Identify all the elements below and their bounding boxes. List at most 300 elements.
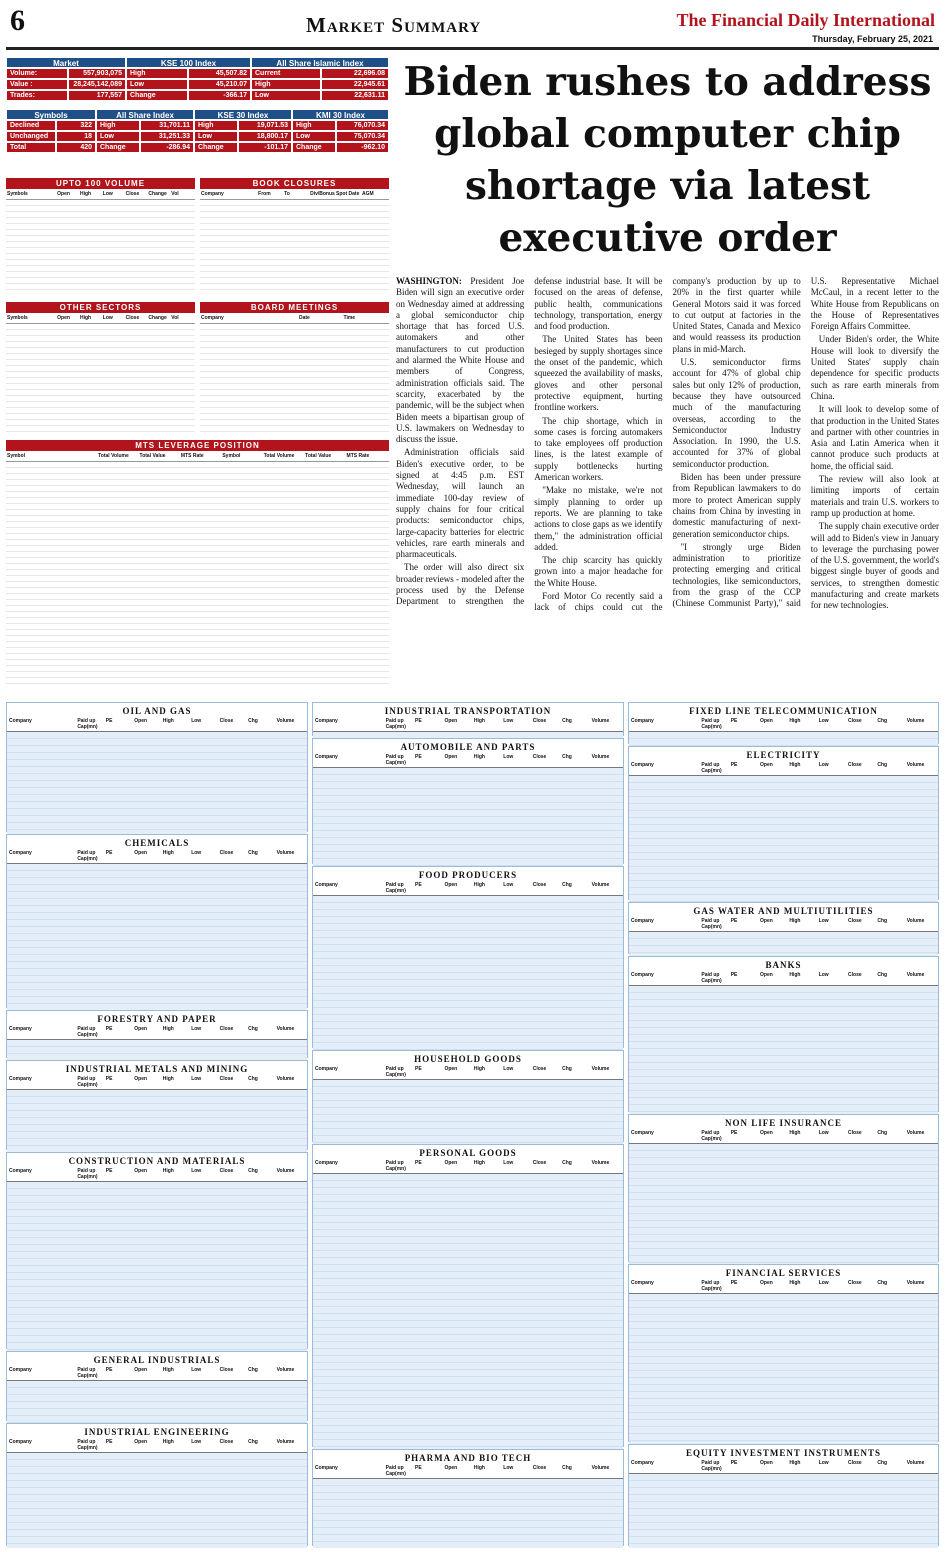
sector-table-metals [6, 1060, 308, 1150]
table-rows [6, 200, 195, 295]
column-header: Low [503, 1066, 514, 1072]
column-header: Paid up Cap(mn) [77, 1076, 98, 1088]
paragraph-text: U.S. semiconductor firms account for 47% of global chip sales but only 12% of production, because they have outsourced much of the manufacturing overseas, according to the Semiconductor Industry Association. In 1990, the U.S. accounted for 37% of global semiconductor production. [672, 357, 801, 469]
column-header: PE [730, 762, 738, 768]
column-header: Paid up Cap(mn) [77, 850, 98, 862]
index-cell: 18 [56, 131, 96, 142]
column-header: Volume [276, 718, 295, 724]
index-cell: -962.10 [336, 142, 389, 153]
column-header: High [162, 1439, 174, 1445]
column-header: Paid up Cap(mn) [77, 718, 98, 730]
column-header: High [79, 315, 92, 321]
sector-rows [313, 1479, 623, 1548]
column-header: Close [532, 718, 547, 724]
column-header: Open [760, 1280, 773, 1286]
column-header: PE [730, 1130, 738, 1136]
column-header: Spot Date [336, 191, 360, 197]
paragraph-text: "I strongly urge Biden administration to prioritize protecting emerging and critical technologies, like semiconductors, from the grasp of the CCP (Chinese Communist Party)," said U.S. Representative Michael McCaul, in a recent letter to the White House from Republicans on the House of Representatives Foreign Affairs Committee. [672, 276, 939, 609]
column-header: Chg [877, 918, 888, 924]
column-header: Close [848, 762, 862, 768]
column-header: Close [848, 1280, 862, 1286]
paragraph-text: Biden has been under pressure from Republican lawmakers to do more to protect American supply chains from China by investing in domestic manufacturing of next-generation semiconductor chips. [672, 472, 801, 539]
column-header: Volume [591, 1465, 610, 1471]
paragraph-text: Under Biden's order, the White House will look to diversify the United States' supply chain dependence for specific products such as rare earth minerals from China. [810, 334, 939, 401]
column-headers [6, 313, 195, 324]
paragraph-text: Administration officials said Biden's executive order, to be signed at 4:45 p.m. EST Wednesday, will launch an immediate 100-day review of supply chains for four critical products: semiconductor chips, large-capacity batteries for electric vehicles, rare earth minerals and pharmaceuticals. [396, 447, 525, 560]
kse30-title: KSE 30 Index [194, 109, 292, 120]
column-header: Volume [906, 718, 925, 724]
column-header: Low [503, 754, 514, 760]
market-cell: Volume: [6, 68, 68, 79]
column-header: Paid up Cap(mn) [701, 1130, 722, 1142]
column-header: Company [631, 1460, 654, 1466]
column-header: Company [631, 972, 654, 978]
sector-rows [629, 732, 938, 746]
index-header-row [6, 109, 389, 120]
article-paragraph [534, 485, 662, 553]
article-paragraph [534, 416, 662, 484]
column-header: PE [105, 1367, 113, 1373]
column-header: Paid up Cap(mn) [701, 1460, 722, 1472]
column-header: Open [760, 1130, 773, 1136]
other-sectors-title: OTHER SECTORS [6, 302, 195, 313]
market-cell: Low [126, 79, 188, 90]
sector-table-telecom [628, 702, 939, 744]
index-cell: Low [292, 131, 336, 142]
upto-100-volume-table [6, 178, 195, 298]
column-header: Volume [276, 850, 295, 856]
paragraph-text: It will look to develop some of that production in the United States and partner with other countries in Asia and Latin America when it cannot produce such products at home, the official said. [810, 404, 939, 471]
column-header: PE [415, 1066, 422, 1072]
column-header: Chg [877, 718, 888, 724]
book-closures-title: BOOK CLOSURES [200, 178, 389, 189]
column-header: Open [760, 718, 773, 724]
column-header: Open [134, 1076, 148, 1082]
column-header: Open [57, 191, 70, 197]
column-header: Chg [248, 1439, 258, 1445]
sector-rows [313, 1174, 623, 1449]
index-cell: 31,701.11 [140, 120, 194, 131]
column-header: Volume [906, 918, 925, 924]
sector-column-headers [629, 717, 938, 732]
sector-column-headers [313, 753, 623, 768]
column-header: Close [219, 1026, 234, 1032]
column-header: Volume [276, 1168, 295, 1174]
sector-column-headers [629, 917, 938, 932]
article-paragraph [396, 276, 524, 445]
table-rows [200, 324, 389, 432]
sector-table-fin [628, 1264, 939, 1442]
market-cell: 45,210.07 [188, 79, 251, 90]
sector-table-general [6, 1351, 308, 1421]
sector-title: PERSONAL GOODS [313, 1145, 623, 1159]
column-header: Low [191, 1367, 202, 1373]
paragraph-text: Ford Motor Co recently said a lack of chips could cut the company's production by up to 20% in the first quarter while General Motors said it was forced to cut output at factories in the United States, Canada and Mexico and would reassess its production plans in mid-March. [534, 276, 801, 613]
column-header: Low [818, 972, 829, 978]
sector-table-personal [312, 1144, 624, 1447]
board-meetings-title: BOARD MEETINGS [200, 302, 389, 313]
column-header: Low [191, 850, 202, 856]
column-header: Low [818, 762, 829, 768]
column-header: Open [760, 918, 773, 924]
article-dateline: WASHINGTON: [396, 276, 462, 286]
column-header: Close [532, 754, 547, 760]
column-header: Change [148, 315, 167, 321]
market-cell: Low [251, 90, 321, 101]
column-header: PE [415, 1465, 422, 1471]
market-cell: 45,507.82 [188, 68, 251, 79]
sector-title: AUTOMOBILE AND PARTS [313, 739, 623, 753]
column-header: Low [818, 1130, 829, 1136]
column-header: Open [134, 1168, 148, 1174]
column-header: MTS Rate [180, 453, 204, 459]
index-cell: Change [96, 142, 140, 153]
column-header: High [789, 972, 801, 978]
mts-leverage-table [6, 440, 389, 696]
column-header: Chg [877, 972, 888, 978]
column-header: Company [9, 850, 32, 856]
column-header: Low [102, 191, 113, 197]
column-header: Company [9, 1168, 32, 1174]
column-header: Paid up Cap(mn) [385, 754, 406, 766]
column-header: Symbol [7, 453, 26, 459]
column-header: High [473, 882, 485, 888]
column-header: High [79, 191, 92, 197]
column-header: High [473, 1160, 485, 1166]
column-header: Close [125, 315, 140, 321]
column-header: PE [105, 1439, 113, 1445]
sector-table-equity [628, 1444, 939, 1546]
column-header: Chg [877, 762, 888, 768]
column-header: Low [818, 918, 829, 924]
column-header: Open [444, 754, 458, 760]
column-header: Div/Bonus [310, 191, 335, 197]
article-paragraph [811, 521, 939, 611]
index-cell: High [292, 120, 336, 131]
sector-column-headers [7, 1025, 307, 1040]
column-header: Close [848, 718, 862, 724]
column-header: Company [9, 1076, 32, 1082]
column-header: Low [503, 882, 514, 888]
sector-column-headers [313, 717, 623, 732]
masthead: The Financial Daily International [676, 10, 935, 30]
column-header: Paid up Cap(mn) [385, 718, 406, 730]
index-cell: -286.94 [140, 142, 194, 153]
market-cell: 28,245,142,089 [68, 79, 126, 90]
allshare-title: All Share Index [96, 109, 194, 120]
sector-column-headers [629, 1129, 938, 1144]
column-header: Close [532, 1160, 547, 1166]
column-header: Company [9, 1439, 32, 1445]
page-header [6, 4, 939, 50]
column-header: Open [57, 315, 70, 321]
column-header: High [162, 1168, 174, 1174]
sector-column-headers [313, 881, 623, 896]
sector-table-food [312, 866, 624, 1048]
column-header: Open [444, 718, 458, 724]
column-header: PE [105, 718, 113, 724]
sector-table-indeng [6, 1423, 308, 1546]
sector-column-headers [7, 1438, 307, 1453]
column-header: High [789, 1280, 801, 1286]
sector-column-headers [629, 761, 938, 776]
column-header: Open [444, 1160, 458, 1166]
sector-title: INDUSTRIAL METALS AND MINING [7, 1061, 307, 1075]
table-rows [6, 324, 195, 432]
market-cell: Change [126, 90, 188, 101]
column-header: Company [315, 718, 338, 724]
article-headline: Biden rushes to address global computer chip shortage via latest executive order [403, 59, 932, 261]
index-row [6, 120, 389, 131]
column-header: Close [219, 718, 234, 724]
sector-rows [7, 1040, 307, 1060]
column-header: Chg [248, 1026, 258, 1032]
paragraph-text: The review will also look at limiting imports of certain materials and train U.S. workers to ramp up production at home. [810, 474, 939, 518]
column-header: Company [631, 718, 654, 724]
column-header: From [258, 191, 271, 197]
board-meetings-table [200, 302, 389, 435]
market-cell: High [126, 68, 188, 79]
column-header: Close [219, 1367, 234, 1373]
sector-column-headers [313, 1464, 623, 1479]
column-header: Chg [877, 1130, 888, 1136]
sector-table-constr [6, 1152, 308, 1349]
sector-rows [629, 776, 938, 902]
article-paragraph [534, 555, 662, 589]
upto-100-volume-title: UPTO 100 VOLUME [6, 178, 195, 189]
paragraph-text: The chip shortage, which in some cases is forcing automakers to take employees off production lines, is the latest example of supply bottlenecks hurting American workers. [534, 415, 663, 483]
sector-column-headers [7, 849, 307, 864]
index-cell: Change [292, 142, 336, 153]
sector-rows [629, 1144, 938, 1264]
sector-rows [7, 1182, 307, 1351]
sector-title: FINANCIAL SERVICES [629, 1265, 938, 1279]
column-header: Company [201, 191, 224, 197]
column-header: Time [343, 315, 356, 321]
index-cell: Low [96, 131, 140, 142]
column-header: PE [415, 754, 422, 760]
paragraph-text: President Joe Biden will sign an executive order on Wednesday aimed at addressing a global semiconductor chip shortage that has forced U.S. automakers and other manufacturers to cut production and alarmed the White House and members of Congress, administration officials said. The scarcity, exacerbated by the pandemic, will be the subject when Biden meets a bipartisan group of U.S. lawmakers on Wednesday to discuss the issue. [396, 276, 525, 445]
column-header: Volume [276, 1026, 295, 1032]
column-header: Chg [248, 850, 258, 856]
other-sectors-table [6, 302, 195, 435]
column-header: Volume [591, 718, 610, 724]
column-header: Close [219, 1076, 234, 1082]
article-paragraph [396, 447, 524, 560]
column-header: Chg [248, 1367, 258, 1373]
column-header: High [162, 1076, 174, 1082]
column-header: Paid up Cap(mn) [701, 972, 722, 984]
index-cell: 76,070.34 [336, 120, 389, 131]
sector-column-headers [629, 1279, 938, 1294]
column-header: Volume [276, 1439, 295, 1445]
column-header: Chg [562, 1160, 572, 1166]
index-cell: -101.17 [238, 142, 292, 153]
index-cell: Change [194, 142, 238, 153]
column-header: Company [631, 1130, 654, 1136]
article-paragraph [811, 474, 939, 519]
column-header: Low [503, 1465, 514, 1471]
article-paragraph [811, 404, 939, 472]
column-header: MTS Rate [346, 453, 370, 459]
index-cell: 322 [56, 120, 96, 131]
article-paragraph [673, 472, 801, 540]
column-header: PE [730, 718, 738, 724]
column-header: Chg [877, 1460, 888, 1466]
sector-rows [313, 1080, 623, 1144]
column-header: Paid up Cap(mn) [77, 1026, 98, 1038]
paragraph-text: The order will also direct six broader reviews - modeled after the process used by the Defense Department to strengthen the defense industrial base. It will be focused on the areas of defense, public health, communications technology, transportation, energy and food production. [396, 276, 663, 607]
column-header: Low [818, 1460, 829, 1466]
column-header: Open [760, 972, 773, 978]
sector-rows [629, 986, 938, 1114]
column-header: Volume [906, 1130, 925, 1136]
column-header: High [162, 1367, 174, 1373]
sector-table-chem [6, 834, 308, 1008]
market-cell: Trades: [6, 90, 68, 101]
column-header: Paid up Cap(mn) [385, 1465, 406, 1477]
column-header: Volume [591, 1066, 610, 1072]
sector-title: GENERAL INDUSTRIALS [7, 1352, 307, 1366]
sector-table-house [312, 1050, 624, 1142]
column-header: Paid up Cap(mn) [701, 718, 722, 730]
column-header: Open [134, 850, 148, 856]
sector-table-oil [6, 702, 308, 832]
sector-title: BANKS [629, 957, 938, 971]
column-header: Company [9, 1026, 32, 1032]
column-header: Paid up Cap(mn) [701, 1280, 722, 1292]
column-header: Open [444, 1066, 458, 1072]
column-header: PE [730, 972, 738, 978]
sector-table-auto [312, 738, 624, 864]
sector-column-headers [7, 1167, 307, 1182]
column-header: Symbols [7, 191, 28, 197]
column-header: Open [760, 1460, 773, 1466]
column-header: Volume [591, 754, 610, 760]
paragraph-text: "Make no mistake, we're not simply planning to order up reports. We are planning to take actions to close gaps as we identify them," the administration official added. [534, 485, 663, 552]
column-header: PE [415, 1160, 422, 1166]
section-title: Market Summary [306, 13, 482, 37]
sector-rows [629, 932, 938, 956]
market-cell: 22,696.08 [321, 68, 389, 79]
column-header: Low [503, 1160, 514, 1166]
index-cell: High [194, 120, 238, 131]
sector-rows [629, 1474, 938, 1548]
column-header: High [789, 1460, 801, 1466]
column-header: Chg [248, 1076, 258, 1082]
column-header: Chg [877, 1280, 888, 1286]
column-header: Close [219, 1439, 234, 1445]
column-header: Chg [562, 1465, 572, 1471]
sector-title: FIXED LINE TELECOMMUNICATION [629, 703, 938, 717]
column-header: Open [444, 1465, 458, 1471]
column-header: Vol [171, 191, 179, 197]
column-header: PE [730, 1280, 738, 1286]
column-header: High [789, 1130, 801, 1136]
sector-rows [7, 732, 307, 834]
index-cell: Total [6, 142, 56, 153]
column-header: PE [105, 850, 113, 856]
index-cell: 18,800.17 [238, 131, 292, 142]
column-header: Close [219, 850, 234, 856]
column-header: Chg [562, 754, 572, 760]
index-cell: 420 [56, 142, 96, 153]
column-header: Low [191, 1168, 202, 1174]
sector-table-banks [628, 956, 939, 1112]
column-header: Paid up Cap(mn) [77, 1439, 98, 1451]
article-body [396, 276, 939, 696]
column-header: Date [298, 315, 310, 321]
sector-title: HOUSEHOLD GOODS [313, 1051, 623, 1065]
column-header: Company [9, 718, 32, 724]
sector-title: PHARMA AND BIO TECH [313, 1450, 623, 1464]
market-cell: High [251, 79, 321, 90]
sector-column-headers [629, 971, 938, 986]
kse100-title: KSE 100 Index [126, 57, 251, 68]
column-header: High [162, 718, 174, 724]
sector-rows [7, 864, 307, 1010]
index-cell: Low [194, 131, 238, 142]
article-paragraph [673, 357, 801, 470]
sector-rows [313, 896, 623, 1050]
column-header: Chg [248, 718, 258, 724]
column-header: Low [818, 1280, 829, 1286]
kmi30-title: KMI 30 Index [292, 109, 389, 120]
sector-table-elec [628, 746, 939, 900]
column-header: Close [848, 918, 862, 924]
book-closures-table [200, 178, 389, 298]
column-headers [6, 451, 389, 462]
column-header: Chg [562, 882, 572, 888]
column-header: Change [148, 191, 167, 197]
column-header: PE [105, 1168, 113, 1174]
sector-title: ELECTRICITY [629, 747, 938, 761]
column-headers [200, 189, 389, 200]
market-summary-block [6, 57, 389, 169]
column-header: AGM [362, 191, 374, 197]
column-header: High [162, 850, 174, 856]
column-header: Open [134, 1439, 148, 1445]
sector-title: CHEMICALS [7, 835, 307, 849]
column-header: Close [125, 191, 140, 197]
article-paragraph [811, 334, 939, 402]
market-cell: -366.17 [188, 90, 251, 101]
column-header: Low [818, 718, 829, 724]
sector-title: INDUSTRIAL TRANSPORTATION [313, 703, 623, 717]
column-header: Close [532, 1066, 547, 1072]
column-header: PE [730, 1460, 738, 1466]
column-header: Volume [276, 1367, 295, 1373]
market-row [6, 68, 389, 79]
column-header: To [284, 191, 290, 197]
page-number: 6 [10, 4, 25, 37]
sector-title: NON LIFE INSURANCE [629, 1115, 938, 1129]
sector-rows [7, 1381, 307, 1423]
column-header: Symbol [222, 453, 241, 459]
column-header: Volume [906, 1460, 925, 1466]
market-row [6, 79, 389, 90]
column-header: Close [219, 1168, 234, 1174]
column-header: Company [9, 1367, 32, 1373]
sector-table-forest [6, 1010, 308, 1058]
sector-rows [629, 1294, 938, 1444]
column-header: PE [415, 718, 422, 724]
column-header: Open [134, 1026, 148, 1032]
sector-title: FORESTRY AND PAPER [7, 1011, 307, 1025]
column-header: High [473, 754, 485, 760]
column-header: Close [532, 882, 547, 888]
column-header: High [789, 718, 801, 724]
